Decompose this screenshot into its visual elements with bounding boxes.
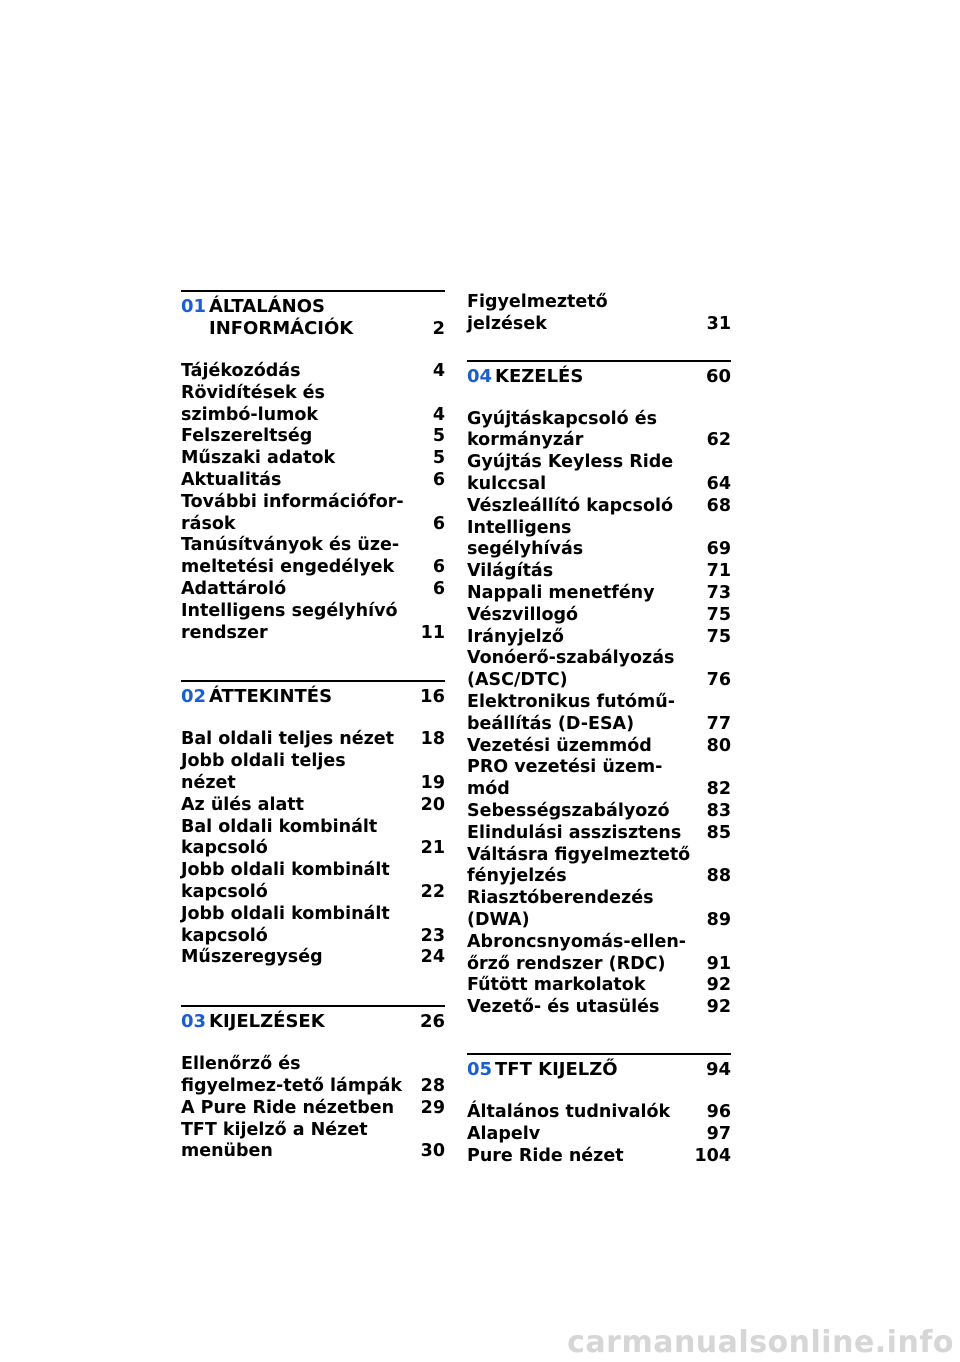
- entry-page: 28: [420, 1075, 445, 1096]
- section-page: 26: [419, 1011, 445, 1033]
- entry-page: 68: [706, 495, 731, 516]
- entry-title: Ellenőrző és figyelmez-tető lámpák: [181, 1054, 403, 1096]
- entry-title: Elindulási asszisztens: [467, 822, 682, 843]
- entry-title: Váltásra figyelmeztető fényjelzés: [467, 844, 691, 887]
- section-header: [181, 1011, 445, 1033]
- toc-entry[interactable]: [181, 817, 445, 861]
- entry-title: Intelligens segélyhívó rendszer: [181, 600, 398, 643]
- entry-page: 6: [432, 513, 445, 534]
- entry-page: 30: [420, 1141, 445, 1162]
- toc-entry[interactable]: [467, 452, 731, 496]
- entry-page: 77: [706, 713, 731, 734]
- entry-title: Alapelv: [467, 1123, 541, 1144]
- section-number: 03: [181, 1011, 207, 1033]
- entry-title: A Pure Ride nézetben: [181, 1097, 395, 1118]
- section-page: 60: [705, 365, 731, 387]
- entry-title: Felszereltség: [181, 426, 313, 447]
- entry-title: Tájékozódás: [181, 361, 301, 381]
- watermark: carmanualsonline.info: [567, 1325, 954, 1360]
- toc-entry[interactable]: [467, 692, 731, 736]
- entry-page: 6: [432, 578, 445, 599]
- toc-entry[interactable]: [467, 736, 731, 758]
- toc-entry[interactable]: [181, 383, 445, 427]
- entry-page: 31: [706, 313, 731, 334]
- toc-entry[interactable]: [467, 409, 731, 453]
- toc-entry[interactable]: [467, 583, 731, 605]
- entry-page: 5: [432, 448, 445, 469]
- entry-title: Tanúsítványok és üze-meltetési engedélyek: [181, 535, 400, 578]
- entry-page: 5: [432, 426, 445, 447]
- entry-list: [181, 729, 445, 969]
- entry-title: Figyelmeztető jelzések: [467, 292, 608, 334]
- toc-entry[interactable]: [467, 1124, 731, 1146]
- entry-title: Jobb oldali kombinált kapcsoló: [181, 860, 390, 902]
- entry-title: PRO vezetési üzem-mód: [467, 757, 663, 800]
- toc-entry[interactable]: [181, 947, 445, 969]
- toc-entry[interactable]: [181, 795, 445, 817]
- section-title: KIJELZÉSEK: [209, 1011, 325, 1033]
- section-title: KEZELÉS: [495, 365, 584, 387]
- entry-page: 22: [420, 881, 445, 902]
- entry-page: 73: [706, 582, 731, 603]
- entry-page: 19: [420, 772, 445, 793]
- toc-entry[interactable]: [467, 888, 731, 932]
- entry-page: 97: [706, 1123, 731, 1144]
- section-header: [181, 296, 445, 340]
- entry-page: 20: [420, 794, 445, 815]
- entry-page: 91: [706, 953, 731, 974]
- entry-title: Vészvillogó: [467, 604, 579, 625]
- toc-entry[interactable]: [467, 605, 731, 627]
- toc-entry[interactable]: [467, 1102, 731, 1124]
- section-header: [181, 686, 445, 708]
- entry-title: Adattároló: [181, 578, 287, 599]
- entry-page: 75: [706, 604, 731, 625]
- entry-title: TFT kijelző a Nézet menüben: [181, 1119, 368, 1162]
- entry-page: 69: [706, 539, 731, 560]
- toc-entry[interactable]: [467, 292, 731, 336]
- toc-entry[interactable]: [467, 627, 731, 649]
- entry-page: 71: [706, 561, 731, 582]
- toc-entry[interactable]: [467, 757, 731, 801]
- toc-section-01: [181, 290, 445, 644]
- entry-page: 80: [706, 735, 731, 756]
- entry-title: Jobb oldali teljes nézet: [181, 751, 346, 793]
- entry-page: 4: [432, 404, 445, 425]
- section-header: [467, 1059, 731, 1081]
- toc-entry[interactable]: [181, 470, 445, 492]
- toc-entry[interactable]: [181, 361, 445, 383]
- entry-title: Vészleállító kapcsoló: [467, 495, 674, 516]
- section-header: [467, 366, 731, 388]
- entry-page: 96: [706, 1101, 731, 1122]
- toc-left-column: [181, 290, 445, 1163]
- entry-page: 89: [706, 909, 731, 930]
- entry-title: Műszaki adatok: [181, 448, 336, 469]
- entry-page: 23: [420, 925, 445, 946]
- entry-title: Jobb oldali kombinált kapcsoló: [181, 903, 390, 946]
- entry-page: 92: [706, 975, 731, 996]
- entry-title: Általános tudnivalók: [467, 1101, 671, 1122]
- entry-title: További információfor-rások: [181, 491, 404, 534]
- toc-section-02: [181, 680, 445, 969]
- entry-title: Nappali menetfény: [467, 582, 655, 603]
- entry-title: Világítás: [467, 561, 554, 582]
- entry-title: Abroncsnyomás-ellen-őrző rendszer (RDC): [467, 931, 687, 974]
- toc-entry[interactable]: [181, 535, 445, 579]
- toc-entry[interactable]: [467, 561, 731, 583]
- toc-entry[interactable]: [181, 579, 445, 601]
- entry-title: Bal oldali kombinált kapcsoló: [181, 816, 378, 859]
- toc-entry[interactable]: [467, 1146, 731, 1168]
- entry-page: 82: [706, 779, 731, 800]
- toc-section-04: [467, 360, 731, 1019]
- toc-entry[interactable]: [467, 518, 731, 562]
- toc-entry[interactable]: [467, 997, 731, 1019]
- entry-page: 11: [420, 622, 445, 643]
- section-page: 16: [419, 686, 445, 708]
- entry-title: Gyújtáskapcsoló és kormányzár: [467, 408, 658, 451]
- entry-title: Vezetési üzemmód: [467, 735, 652, 756]
- entry-list: [467, 409, 731, 1019]
- entry-page: 76: [706, 670, 731, 691]
- toc-entry[interactable]: [467, 823, 731, 845]
- entry-title: Sebességszabályozó: [467, 800, 670, 821]
- entry-page: 88: [706, 866, 731, 887]
- entry-page: 64: [706, 473, 731, 494]
- entry-title: Pure Ride nézet: [467, 1145, 624, 1166]
- entry-list: [181, 1054, 445, 1163]
- entry-page: 75: [706, 626, 731, 647]
- toc-entry[interactable]: [181, 904, 445, 948]
- toc-entry[interactable]: [467, 801, 731, 823]
- toc-entry[interactable]: [181, 1098, 445, 1120]
- entry-page: 24: [420, 947, 445, 968]
- entry-title: Bal oldali teljes nézet: [181, 729, 395, 750]
- toc-entry[interactable]: [467, 932, 731, 976]
- section-number: 01: [181, 296, 207, 317]
- entry-page: 29: [420, 1097, 445, 1118]
- toc-entry[interactable]: [181, 1120, 445, 1164]
- toc-entry[interactable]: [181, 492, 445, 536]
- entry-page: 4: [432, 361, 445, 381]
- toc-entry[interactable]: [181, 448, 445, 470]
- toc-section-05: [467, 1053, 731, 1167]
- entry-page: 62: [706, 430, 731, 451]
- toc-section-03: [181, 1005, 445, 1163]
- entry-title: Intelligens segélyhívás: [467, 517, 584, 560]
- toc-entry[interactable]: [181, 729, 445, 751]
- entry-list: [467, 1102, 731, 1167]
- section-title: ÁLTALÁNOS INFORMÁCIÓK: [209, 296, 354, 339]
- entry-page: 83: [706, 800, 731, 821]
- toc-entry[interactable]: [181, 601, 445, 645]
- toc-right-column: [467, 290, 731, 1167]
- toc-entry[interactable]: [181, 1054, 445, 1098]
- entry-list: [181, 361, 445, 644]
- entry-title: Műszeregység: [181, 947, 323, 968]
- toc-entry[interactable]: [181, 426, 445, 448]
- section-number: 04: [467, 365, 493, 387]
- entry-page: 18: [420, 729, 445, 750]
- toc-entry[interactable]: [467, 648, 731, 692]
- toc-entry[interactable]: [467, 845, 731, 889]
- entry-title: Rövidítések és szimbó-lumok: [181, 382, 325, 425]
- entry-title: Vonóerő-szabályozás (ASC/DTC): [467, 648, 675, 691]
- entry-title: Aktualitás: [181, 469, 282, 490]
- section-page: 2: [432, 318, 445, 339]
- section-title: TFT KIJELZŐ: [495, 1058, 618, 1080]
- entry-title: Fűtött markolatok: [467, 975, 646, 996]
- entry-page: 21: [420, 838, 445, 859]
- entry-title: Az ülés alatt: [181, 794, 305, 815]
- entry-title: Riasztóberendezés (DWA): [467, 888, 654, 930]
- section-number: 02: [181, 686, 207, 708]
- section-number: 05: [467, 1058, 493, 1080]
- entry-title: Vezető- és utasülés: [467, 997, 660, 1018]
- entry-page: 85: [706, 822, 731, 843]
- section-title: ÁTTEKINTÉS: [209, 686, 333, 708]
- entry-page: 92: [706, 997, 731, 1018]
- entry-title: Irányjelző: [467, 626, 564, 647]
- section-page: 94: [705, 1058, 731, 1080]
- toc-entry[interactable]: [467, 496, 731, 518]
- toc-entry[interactable]: [181, 860, 445, 904]
- entry-title: Gyújtás Keyless Ride kulccsal: [467, 452, 674, 494]
- toc-entry[interactable]: [181, 751, 445, 795]
- entry-page: 6: [432, 469, 445, 490]
- entry-title: Elektronikus futómű-beállítás (D-ESA): [467, 691, 675, 734]
- toc-entry[interactable]: [467, 975, 731, 997]
- entry-page: 6: [432, 557, 445, 578]
- entry-page: 104: [694, 1145, 731, 1166]
